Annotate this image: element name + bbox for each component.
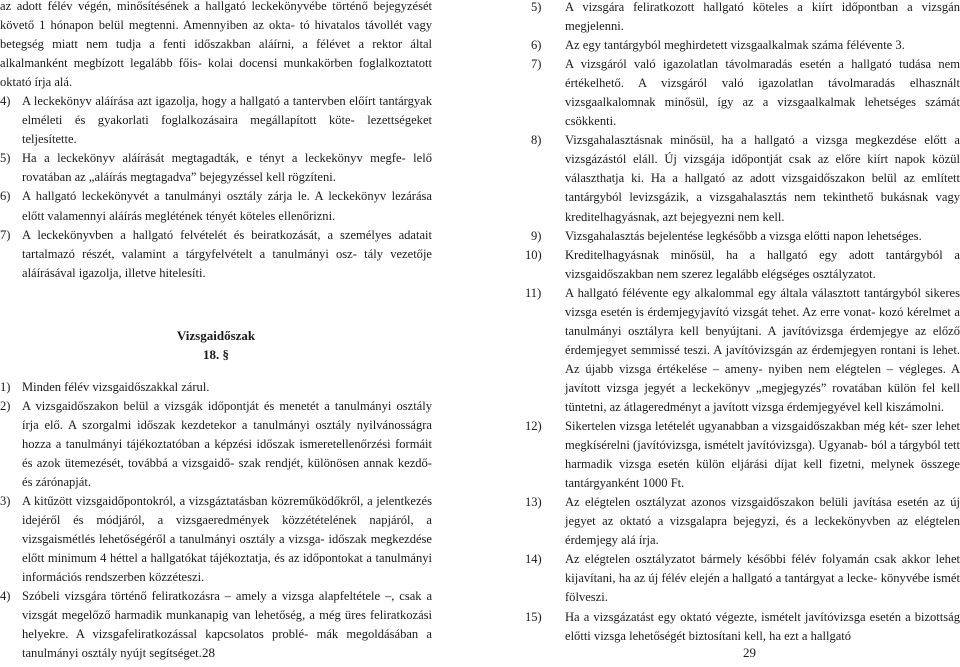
item-number: 11) (525, 285, 542, 300)
item-text: időszak megkezdése előtt minimum 4 héttel a hallgatókat tájékoztatja, (22, 532, 432, 566)
list-item (514, 608, 960, 646)
item-number: 5) (0, 151, 11, 166)
list-item (514, 0, 960, 36)
list-item (0, 149, 432, 187)
item-text: az említett tantárgyból levizsgázik, a vizsgahalasztás nem tekinthető (565, 171, 960, 205)
list-item (0, 587, 432, 663)
item-text: vizsgaalkalomnak minősül, így az a vizsgaalkalmak lehetséges számát (565, 95, 960, 110)
item-text: ból a tárgyból tett harmadik vizsga esetén külön eljárási díjat kell (565, 438, 960, 472)
item-text: a vizsgaidőszakban nem szerez legalább elégséges osztályzatot. (565, 247, 960, 281)
item-text: A vizsgáról való igazolatlan távolmaradás esetén a hallgató tudása (565, 57, 932, 72)
right-items-list (514, 0, 960, 646)
item-number: 6) (531, 38, 542, 53)
item-text: tály vezetője aláírásával igazolja, illetve hitelesíti. (22, 246, 433, 280)
item-text: Az egy tantárgyból meghirdetett vizsgaalkalmak száma félévente 3. (565, 38, 905, 53)
item-text: Vizsgahalasztás bejelentése legkésőbb a vizsga előtti napon lehetséges. (565, 228, 922, 243)
item-number: 2) (0, 398, 11, 413)
item-number: 3) (0, 493, 11, 508)
item-text: ismeretellenőrzési formáit és azok ütemezését, továbbá a vizsgaidő- (22, 436, 432, 470)
item-number: 15) (525, 609, 542, 624)
list-item (514, 246, 960, 284)
list-item (0, 92, 432, 149)
item-number: 13) (525, 495, 542, 510)
item-text: szer lehet megkísérelni (javítóvizsga, ismételt javítóvizsga). Ugyanab- (565, 419, 960, 453)
item-text: a javított vizsga érdemjegyével kell kiszámolni. (704, 399, 945, 414)
item-text: Minden félév vizsgaidőszakkal zárul. (22, 379, 210, 394)
item-text: az új jegyet az oktató a vizsgalapra bejegyzi, és a leckekönyvben az (565, 495, 960, 529)
item-number: 7) (531, 57, 542, 72)
right-page-column (514, 0, 960, 646)
list-item (514, 227, 960, 246)
section-number: 18. § (203, 346, 229, 362)
item-text: nyiben nem elégtelen – végleges. A javított vizsga jegyét a leckekönyv (565, 361, 960, 395)
item-text: „megjegyzés” rovatában külön fel kell tüntetni, az átlageredményt (565, 380, 960, 414)
item-text: A leckekönyv aláírása azt igazolja, hogy a hallgató a tantervben előírt (22, 94, 376, 109)
item-text: sikeres vizsga esetén is érdemjegyjavító vizsgát tehet. Az erre vonat- (565, 285, 960, 319)
item-text: és az időpontokat a tanulmányi információs rendszerben közzéteszi. (22, 551, 432, 585)
item-number: 4) (0, 589, 11, 604)
item-text: érdemjegye az előző érdemjegyet semmissé teszi. A javítóvizsgán (565, 323, 960, 357)
item-text: Az elégtelen osztályzatot bármely későbbi félév folyamán csak akkor (565, 552, 931, 567)
item-text: lehet kijavítani, ha az új félév elején a hallgató a tantárgyat a lecke- (565, 552, 960, 586)
item-text: kozó kérelmet a tanulmányi osztályra kell benyújtani. A javítóvizsga (565, 304, 960, 338)
item-text: közül választhatja ki. Ha a hallgató az adott vizsgaidőszakon belül (565, 152, 960, 186)
item-text: szak rendjét, különösen annak kezdő- és zárónapját. (22, 455, 432, 489)
item-text: A hallgató félévente egy alkalommal egy általa választott tantárgyból (565, 285, 921, 300)
item-text: A vizsgaidőszakon belül a vizsgák időpontját és menetét a tanulmányi (22, 398, 392, 413)
item-text: elégtelen érdemjegy alá írja. (565, 514, 960, 548)
item-number: 8) (531, 133, 542, 148)
list-item (514, 55, 960, 131)
list-item (0, 378, 432, 397)
item-text: csökkenti. (565, 114, 617, 129)
item-text: nyilvánosságra hozza a tanulmányi tájékoztatóban a képzési időszak (22, 417, 432, 451)
item-text: könyvébe ismét fölveszi. (565, 571, 960, 605)
item-number: 14) (525, 552, 542, 567)
item-text: A vizsgára feliratkozott hallgató köteles a kiírt időpontban a vizsgán (565, 0, 960, 14)
item-number: 4) (0, 94, 11, 109)
intro-paragraph: az adott félév végén, minősítésének a hallgató leckekönyvébe történő bejegyzését követő 1 hónapon belül megtenni. Amennyiben az okta- tó hivatalos távollét vagy betegség miatt nem tudja a fenti időszakban aláírni, a félévet a rektor által alkalmanként megbízott legalább főis- kolai docensi munkakörben foglalkoztatott oktató írja alá. (0, 0, 433, 90)
list-item (0, 226, 432, 283)
left-page-column (0, 0, 432, 663)
item-text: a jelentkezés idejéről és módjáról, a vizsgaeredmények közzétételének (22, 493, 432, 528)
page-number-left: 28 (202, 645, 215, 660)
item-text: A hallgató leckekönyvét a tanulmányi osztály zárja le. A leckekönyv (22, 189, 387, 204)
item-text: Vizsgahalasztásnak minősül, ha a hallgató a vizsga megkezdése előtt (565, 133, 947, 148)
item-text: fizetni, melynek összege tantárgyanként 1000 Ft. (565, 457, 960, 491)
item-text: Az elégtelen osztályzat azonos vizsgaidőszakon belüli javítása esetén (565, 495, 929, 510)
item-number: 9) (531, 228, 542, 243)
item-text: napjáról, a vizsgaismétlés lehetőségéről a tanulmányi osztály a vizsga- (22, 513, 433, 547)
item-number: 6) (0, 189, 11, 204)
item-text: bukásnak vagy kreditelhagyásnak, azt bejegyezni nem kell. (565, 190, 960, 224)
item-text: tantárgyak elméleti és gyakorlati foglalkozásaira megállapított köte- (22, 94, 432, 128)
item-text: A kitűzött vizsgaidőpontokról, a vizsgáztatásban közreműködőkről, (22, 493, 364, 508)
item-text: adatait tartalmazó részét, valamint a tárgyfelvételt a tanulmányi osz- (22, 227, 433, 261)
item-text: Szóbeli vizsgára történő feliratkozásra – amely a vizsga alapfeltétele –, (22, 589, 395, 604)
item-text: A leckekönyvben a hallgató felvételét és beiratkozását, a személyes (22, 227, 392, 242)
item-text: csak a vizsgát megelőző harmadik munkanapig van lehetőség, a még (22, 589, 433, 623)
item-text: mák megoldásában a tanulmányi osztály nyújt segítséget. (22, 627, 433, 661)
item-number: 1) (0, 379, 11, 394)
item-text: Ha a leckekönyv aláírását megtagadták, e tényt a leckekönyv megfe- (22, 151, 406, 166)
list-item (0, 397, 432, 492)
item-text: megjelenni. (565, 19, 624, 34)
page-number-right: 29 (743, 645, 756, 660)
list-item (514, 417, 960, 493)
item-text: a bizottság előtti vizsga lehetőségét biztosítani kell, ha ezt a hallgató (565, 609, 960, 643)
item-number: 12) (525, 419, 542, 434)
item-text: lelő rovatában az „aláírás megtagadva” bejegyzéssel kell rögzíteni. (22, 151, 432, 185)
item-text: Sikertelen vizsga letételét ugyanabban a vizsgaidőszakban még két- (565, 419, 909, 434)
left-items-list (0, 92, 432, 282)
list-item (514, 131, 960, 226)
item-text: üres feliratkozási helyekre. A vizsgafeliratkozással kapcsolatos problé- (22, 608, 433, 642)
section-items-list (0, 378, 432, 664)
item-number: 10) (525, 247, 542, 262)
section-title: Vizsgaidőszak (176, 327, 256, 343)
item-text: lezárása előtt valamennyi aláírás meglétének tényét köteles ellenőrizni. (22, 189, 432, 223)
item-text: az érdemjegyen rontani is lehet. Az újabb vizsga értékelése – ameny- (565, 342, 960, 376)
list-item (0, 187, 432, 225)
item-number: 5) (531, 0, 542, 14)
list-item (0, 492, 432, 587)
list-item (514, 284, 960, 417)
item-text: Ha a vizsgázatást egy oktató végezte, ismételt javítóvizsga esetén (565, 609, 901, 624)
item-text: a vizsgázástól eláll. Új vizsgája időpontját csak az előre kiírt napok (565, 133, 960, 167)
item-text: lezettségeket teljesítette. (22, 113, 433, 147)
item-text: Kreditelhagyásnak minősül, ha a hallgató egy adott tantárgyból (565, 247, 943, 262)
list-item (514, 36, 960, 55)
item-number: 7) (0, 227, 11, 242)
list-item (514, 493, 960, 550)
list-item (514, 550, 960, 607)
item-text: nem értékelhető. A vizsgáról való igazolatlan távolmaradás elhasznált (565, 57, 960, 91)
item-text: osztály írja elő. A szorgalmi időszak kezdetekor a tanulmányi osztály (22, 398, 433, 432)
